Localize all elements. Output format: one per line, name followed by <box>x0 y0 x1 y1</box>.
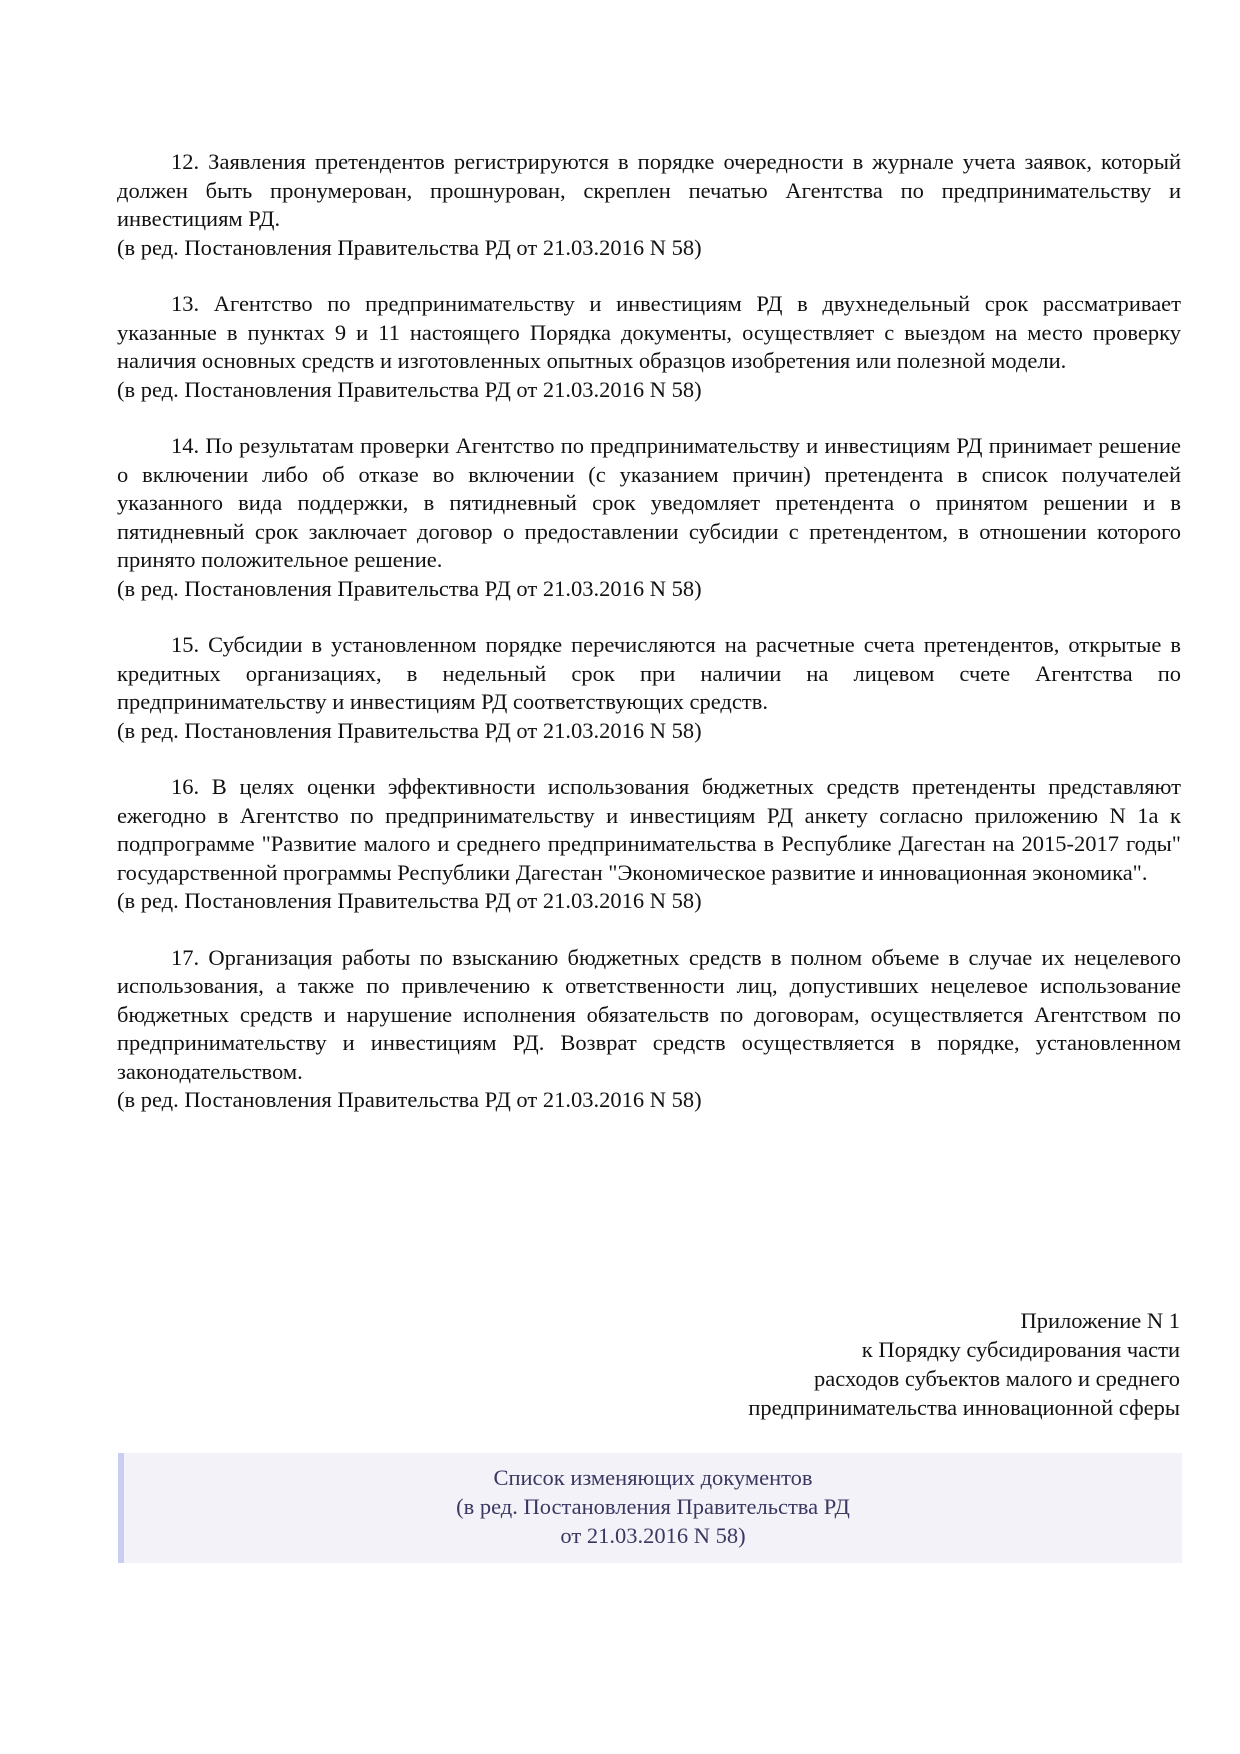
paragraph-text: 12. Заявления претендентов регистрируются в порядке очередности в журнале учета заявок, который должен быть пронумерован, прошнурован, скреплен печатью Агентства по предпринимательству и инвестициям РД. <box>117 149 1181 231</box>
paragraph-15 <box>117 631 1181 745</box>
paragraph-12 <box>117 148 1181 262</box>
appendix-subtitle-line: предпринимательства инновационной сферы <box>748 1395 1180 1420</box>
amendment-note: (в ред. Постановления Правительства РД от 21.03.2016 N 58) <box>117 376 702 402</box>
amendment-note: (в ред. Постановления Правительства РД от 21.03.2016 N 58) <box>117 575 702 601</box>
appendix-subtitle-line: к Порядку субсидирования части <box>861 1337 1180 1362</box>
paragraph-text: 16. В целях оценки эффективности использования бюджетных средств претенденты представляют ежегодно в Агентство по предпринимательству и инвестициям РД анкету согласно приложению N 1а к подпрограмме "Развитие малого и среднего предпринимательства в Республике Дагестан на 2015-2017 годы" государственной программы Республики Дагестан "Экономическое развитие и инновационная экономика". <box>117 774 1181 885</box>
document-body <box>117 148 1181 1143</box>
paragraph-14 <box>117 432 1181 603</box>
paragraph-text: 17. Организация работы по взысканию бюджетных средств в полном объеме в случае их нецелевого использования, а также по привлечению к ответственности лиц, допустивших нецелевое использование бюджетных средств и нарушение исполнения обязательств по договорам, осуществляется Агентством по предпринимательству и инвестициям РД. Возврат средств осуществляется в порядке, установленном законодательством. <box>117 944 1181 1084</box>
amendment-note: (в ред. Постановления Правительства РД от 21.03.2016 N 58) <box>117 1087 702 1112</box>
appendix-heading <box>748 1306 1180 1422</box>
appendix-subtitle-line: расходов субъектов малого и среднего <box>814 1366 1180 1391</box>
amendment-note: (в ред. Постановления Правительства РД от 21.03.2016 N 58) <box>117 717 702 743</box>
paragraph-text: 13. Агентство по предпринимательству и инвестициям РД в двухнедельный срок рассматривает указанные в пунктах 9 и 11 настоящего Порядка документы, осуществляет с выездом на место проверку наличия основных средств и изготовленных опытных образцов изобретения или полезной модели. <box>117 291 1181 373</box>
amending-documents-line: (в ред. Постановления Правительства РД <box>456 1494 850 1519</box>
amending-documents-line: от 21.03.2016 N 58) <box>560 1523 746 1548</box>
paragraph-text: 14. По результатам проверки Агентство по предпринимательству и инвестициям РД принимает решение о включении либо об отказе во включении (с указанием причин) претендента в список получателей указанного вида поддержки, в пятидневный срок уведомляет претендента о принятом решении и в пятидневный срок заключает договор о предоставлении субсидии с претендентом, в отношении которого принято положительное решение. <box>117 433 1181 572</box>
paragraph-16 <box>117 773 1181 916</box>
paragraph-text: 15. Субсидии в установленном порядке перечисляются на расчетные счета претендентов, открытые в кредитных организациях, в недельный срок при наличии на лицевом счете Агентства по предпринимательству и инвестициям РД соответствующих средств. <box>117 632 1181 714</box>
paragraph-17 <box>117 944 1181 1115</box>
amendment-note: (в ред. Постановления Правительства РД от 21.03.2016 N 58) <box>117 888 702 913</box>
paragraph-13 <box>117 290 1181 404</box>
amending-documents-title: Список изменяющих документов <box>493 1465 813 1490</box>
amending-documents-box <box>118 1453 1182 1563</box>
amendment-note: (в ред. Постановления Правительства РД от 21.03.2016 N 58) <box>117 234 702 260</box>
appendix-number: Приложение N 1 <box>1020 1308 1180 1333</box>
